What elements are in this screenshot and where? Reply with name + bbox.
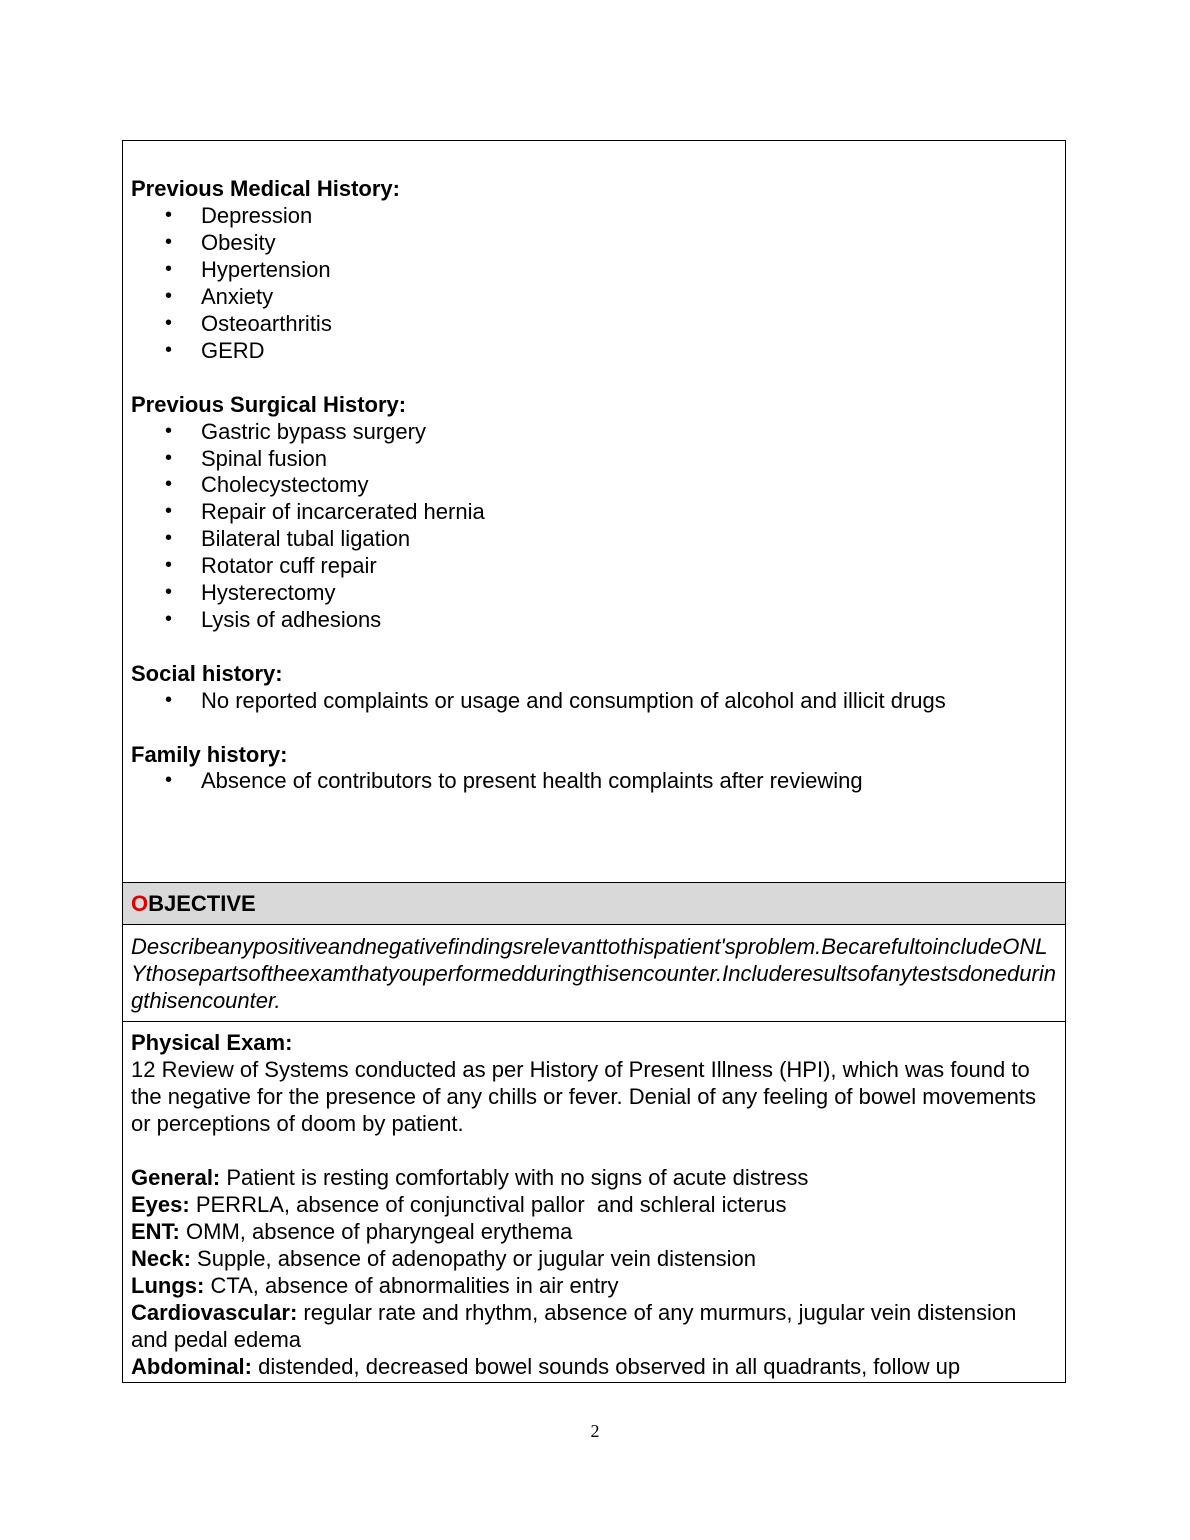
finding-abdominal: Abdominal: distended, decreased bowel sounds observed in all quadrants, follow up: [131, 1354, 961, 1379]
family-history-heading: Family history:: [131, 742, 288, 767]
objective-header-cell: [123, 883, 1065, 925]
bullet-icon: •: [165, 554, 173, 576]
objective-title: [131, 890, 256, 917]
objective-title-initial: O: [131, 891, 149, 916]
medical-history-heading: Previous Medical History:: [131, 176, 400, 201]
physical-exam-intro: 12 Review of Systems conducted as per History of Present Illness (HPI), which was found to the negative for the presence of any chills or fever. Denial of any feeling of bowel movements or perceptions of doom by patient.: [131, 1057, 1036, 1136]
bullet-icon: •: [165, 204, 173, 226]
bullet-icon: •: [165, 312, 173, 334]
bullet-icon: •: [165, 689, 173, 711]
bullet-icon: •: [165, 769, 173, 791]
bullet-icon: •: [165, 258, 173, 280]
physical-exam-heading: Physical Exam:: [131, 1030, 293, 1055]
bullet-icon: •: [165, 285, 173, 307]
exam-findings: [131, 1164, 1057, 1380]
objective-title-rest: BJECTIVE: [148, 891, 256, 916]
objective-instructions: Describeanypositiveandnegativefindingsrelevanttothispatient'sproblem.BecarefultoincludeONLYthosepartsoftheexamthatyouperformedduringthisencounter.Includeresultsofanytestsdoneduringthisencounter.: [131, 934, 1056, 1013]
finding-lungs: Lungs: CTA, absence of abnormalities in air entry: [131, 1273, 619, 1298]
bullet-icon: •: [165, 608, 173, 630]
finding-general: General: Patient is resting comfortably with no signs of acute distress: [131, 1165, 809, 1190]
finding-cardiovascular: Cardiovascular: regular rate and rhythm, absence of any murmurs, jugular vein distension and pedal edema: [131, 1300, 1017, 1352]
bullet-icon: •: [165, 339, 173, 361]
bullet-icon: •: [165, 231, 173, 253]
finding-ent: ENT: OMM, absence of pharyngeal erythema: [131, 1219, 573, 1244]
finding-neck: Neck: Supple, absence of adenopathy or jugular vein distension: [131, 1246, 756, 1271]
social-history-heading: Social history:: [131, 661, 283, 686]
bullet-icon: •: [165, 447, 173, 469]
surgical-history-heading: Previous Surgical History:: [131, 392, 407, 417]
bullet-icon: •: [165, 581, 173, 603]
bullet-icon: •: [165, 420, 173, 442]
history-cell: Previous Medical History: • Depression • Obesity • Hypertension • Anxiety • Osteoarthritis • GERD Previous Surgical History: • Gastric bypass surgery • Spinal fusion • Cholecystectomy • Repair of incarcerated hernia • Bilateral tubal ligation • Rotator cuff repair • Hysterectomy • Lysis of adhesions Social history: • No reported complaints or usage and consumption of alcohol and illicit drugs Family history: • Absence of contributors to present health complaints after reviewing: [123, 141, 1065, 883]
objective-instructions-cell: [123, 925, 1065, 1022]
soap-note-table: [122, 140, 1066, 1383]
page-number: 2: [590, 1421, 600, 1441]
bullet-icon: •: [165, 527, 173, 549]
bullet-icon: •: [165, 473, 173, 495]
finding-eyes: Eyes: PERRLA, absence of conjunctival pallor and schleral icterus: [131, 1192, 787, 1217]
physical-exam-cell: [123, 1022, 1065, 1384]
bullet-icon: •: [165, 500, 173, 522]
